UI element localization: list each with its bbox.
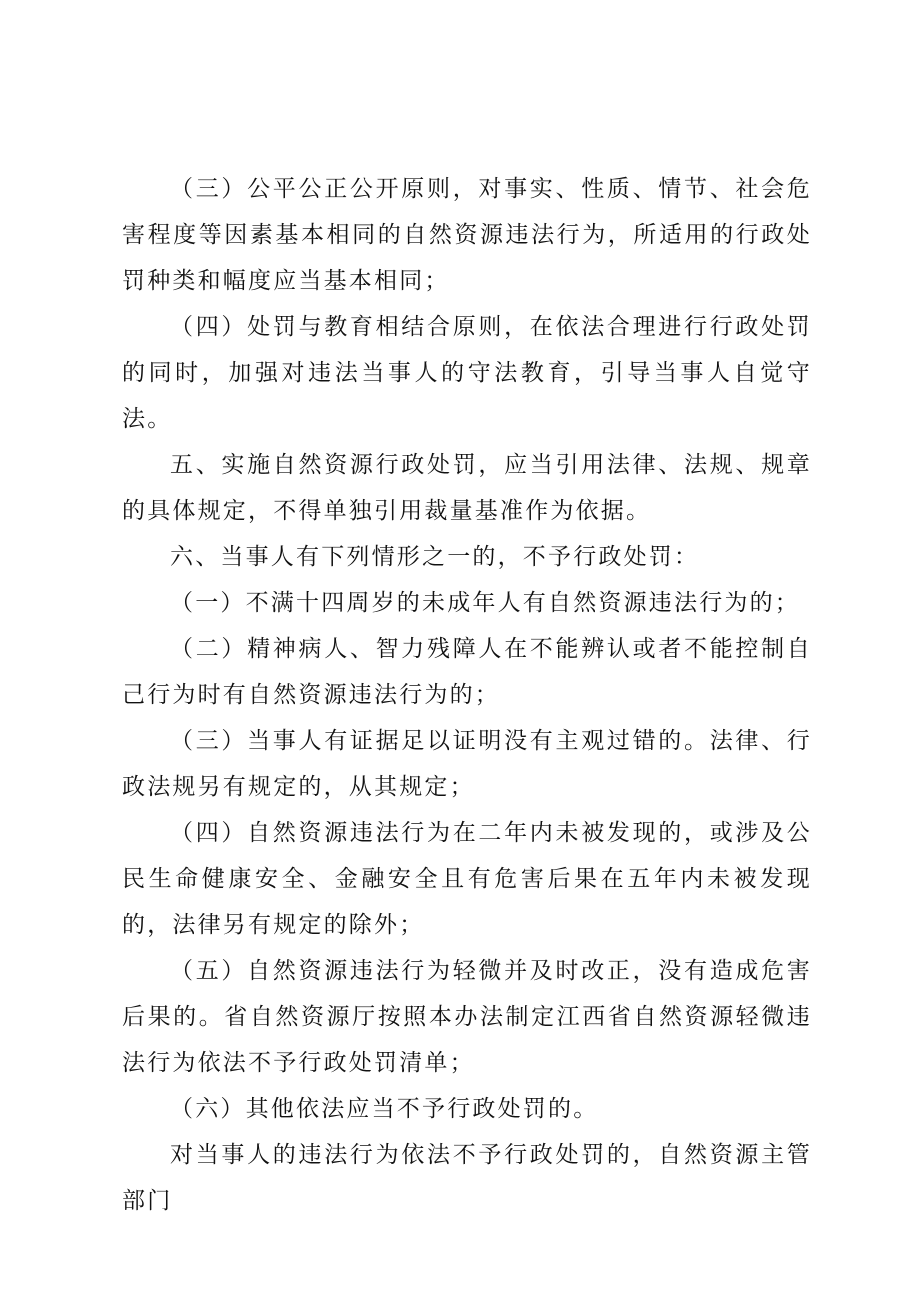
- paragraph-education-principle: （四）处罚与教育相结合原则，在依法合理进行行政处罚的同时，加强对违法当事人的守法教育，引导当事人自觉守法。: [122, 314, 812, 432]
- paragraph-item-four: （四）自然资源违法行为在二年内未被发现的，或涉及公民生命健康安全、金融安全且有危害后果在五年内未被发现的，法律另有规定的除外；: [122, 820, 812, 938]
- paragraph-continuation: 对当事人的违法行为依法不予行政处罚的，自然资源主管部门: [122, 1142, 812, 1214]
- paragraph-item-one: （一）不满十四周岁的未成年人有自然资源违法行为的；: [170, 590, 800, 616]
- document-body: [122, 166, 812, 1224]
- paragraph-article-six: 六、当事人有下列情形之一的，不予行政处罚：: [170, 544, 700, 570]
- paragraph-item-five: （五）自然资源违法行为轻微并及时改正，没有造成危害后果的。省自然资源厅按照本办法制定江西省自然资源轻微违法行为依法不予行政处罚清单；: [122, 958, 812, 1076]
- paragraph-item-two: （二）精神病人、智力残障人在不能辨认或者不能控制自己行为时有自然资源违法行为的；: [122, 636, 812, 708]
- paragraph-item-six: （六）其他依法应当不予行政处罚的。: [170, 1096, 599, 1122]
- paragraph-item-three: （三）当事人有证据足以证明没有主观过错的。法律、行政法规另有规定的，从其规定；: [122, 728, 812, 800]
- paragraph-article-five: 五、实施自然资源行政处罚，应当引用法律、法规、规章的具体规定，不得单独引用裁量基准作为依据。: [122, 452, 812, 524]
- paragraph-fairness-principle: （三）公平公正公开原则，对事实、性质、情节、社会危害程度等因素基本相同的自然资源违法行为，所适用的行政处罚种类和幅度应当基本相同；: [122, 176, 812, 294]
